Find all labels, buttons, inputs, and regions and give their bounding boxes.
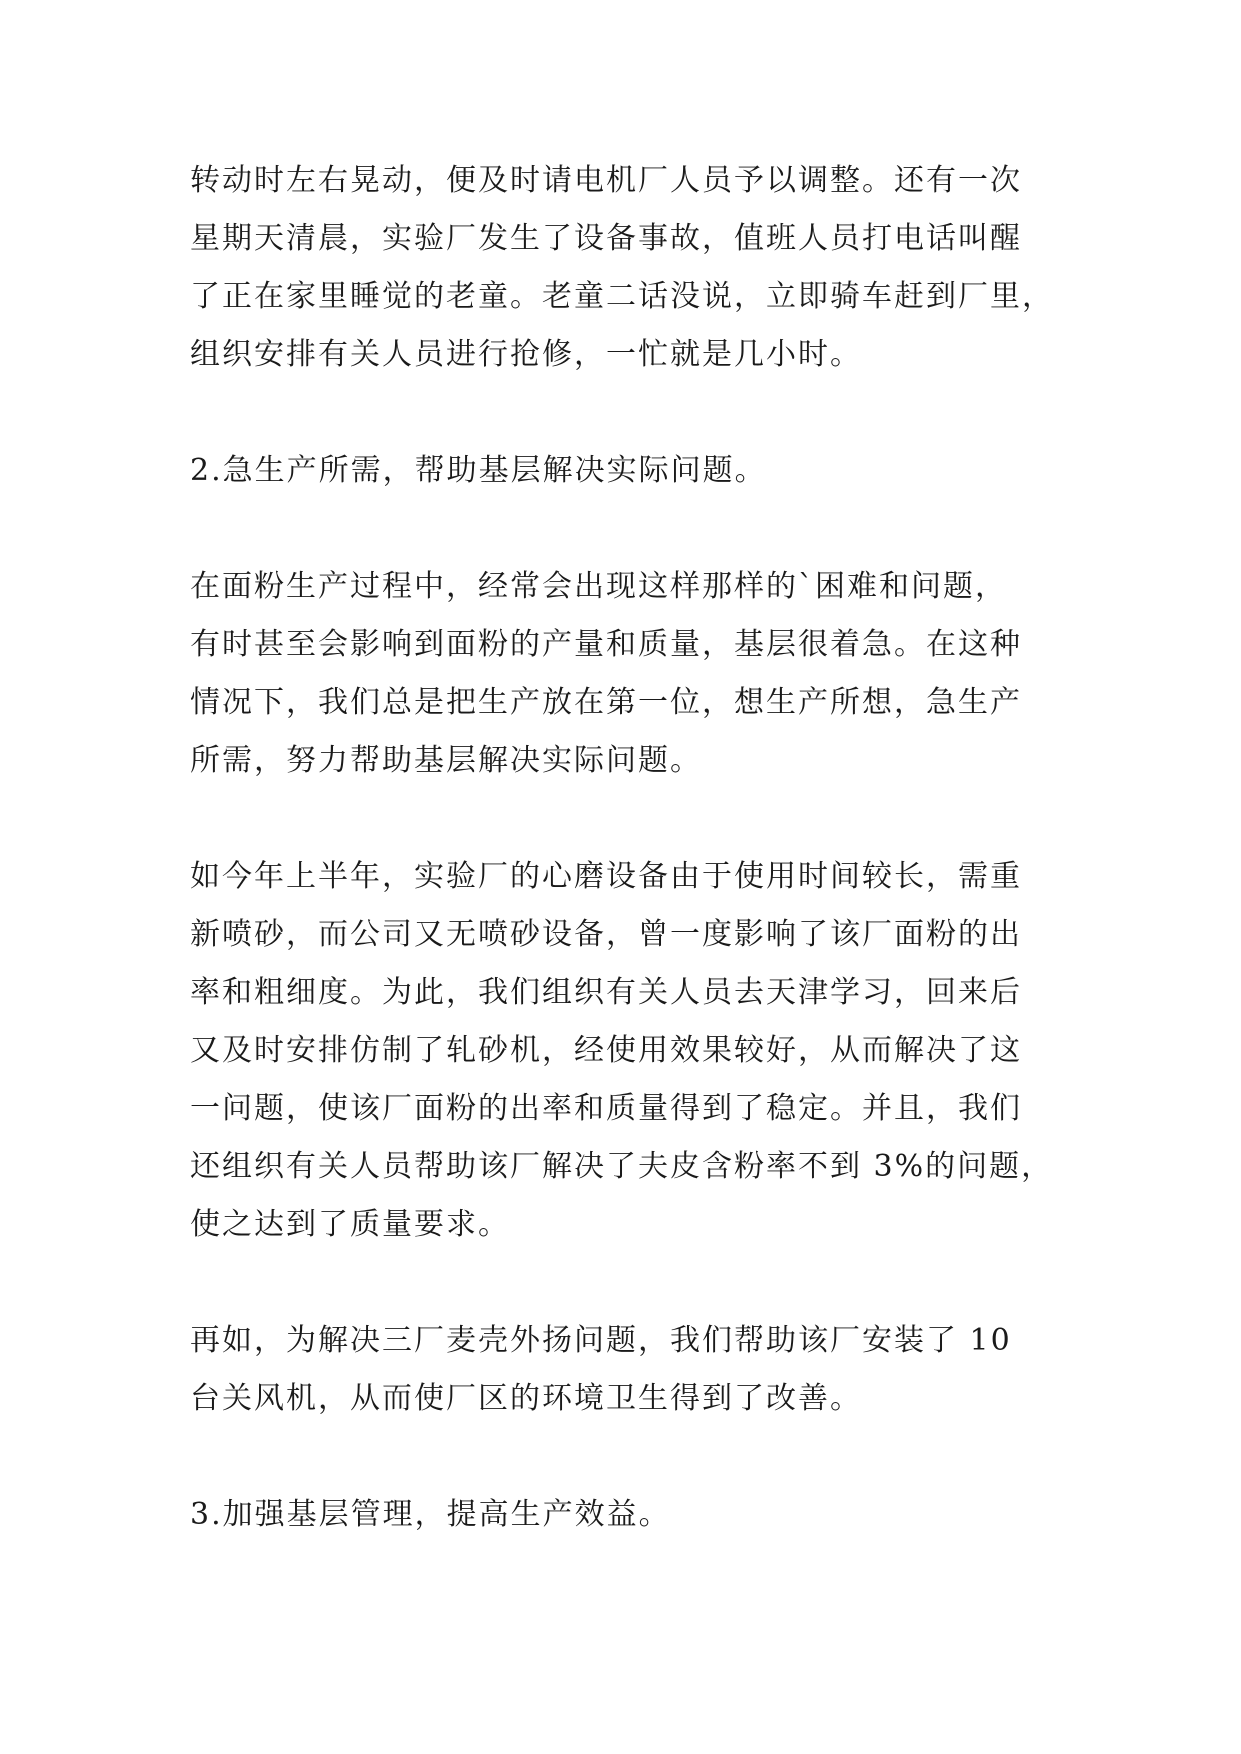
- text-line: 率和粗细度。为此，我们组织有关人员去天津学习，回来后: [190, 975, 1022, 1010]
- paragraph-spacer: [190, 384, 1060, 442]
- text-line: 一问题，使该厂面粉的出率和质量得到了稳定。并且，我们: [190, 1091, 1022, 1126]
- heading-line: 3.加强基层管理，提高生产效益。: [190, 1497, 671, 1532]
- paragraph-fan-example: [190, 1312, 1060, 1428]
- text-line: 在面粉生产过程中，经常会出现这样那样的`困难和问题，: [190, 569, 1007, 604]
- paragraph-repair-story: [190, 152, 1060, 384]
- paragraph-sandblasting-example: [190, 848, 1060, 1254]
- document-body: [190, 152, 1060, 1544]
- text-line: 星期天清晨，实验厂发生了设备事故，值班人员打电话叫醒: [190, 221, 1022, 256]
- section-heading-3: [190, 1486, 1060, 1544]
- text-line: 还组织有关人员帮助该厂解决了夫皮含粉率不到 3%的问题，: [190, 1149, 1054, 1184]
- paragraph-spacer: [190, 1428, 1060, 1486]
- paragraph-spacer: [190, 500, 1060, 558]
- heading-line: 2.急生产所需，帮助基层解决实际问题。: [190, 453, 767, 488]
- text-line: 如今年上半年，实验厂的心磨设备由于使用时间较长，需重: [190, 859, 1022, 894]
- text-line: 有时甚至会影响到面粉的产量和质量，基层很着急。在这种: [190, 627, 1022, 662]
- text-line: 新喷砂，而公司又无喷砂设备，曾一度影响了该厂面粉的出: [190, 917, 1022, 952]
- paragraph-production-problems: [190, 558, 1060, 790]
- section-heading-2: [190, 442, 1060, 500]
- text-line: 使之达到了质量要求。: [190, 1207, 510, 1242]
- paragraph-spacer: [190, 790, 1060, 848]
- text-line: 转动时左右晃动，便及时请电机厂人员予以调整。还有一次: [190, 163, 1022, 198]
- text-line: 台关风机，从而使厂区的环境卫生得到了改善。: [190, 1381, 862, 1416]
- text-line: 又及时安排仿制了轧砂机，经使用效果较好，从而解决了这: [190, 1033, 1022, 1068]
- text-line: 组织安排有关人员进行抢修，一忙就是几小时。: [190, 337, 862, 372]
- paragraph-spacer: [190, 1254, 1060, 1312]
- text-line: 所需，努力帮助基层解决实际问题。: [190, 743, 702, 778]
- text-line: 情况下，我们总是把生产放在第一位，想生产所想，急生产: [190, 685, 1022, 720]
- text-line: 了正在家里睡觉的老童。老童二话没说，立即骑车赶到厂里，: [190, 279, 1054, 314]
- text-line: 再如，为解决三厂麦壳外扬问题，我们帮助该厂安装了 10: [190, 1323, 1012, 1358]
